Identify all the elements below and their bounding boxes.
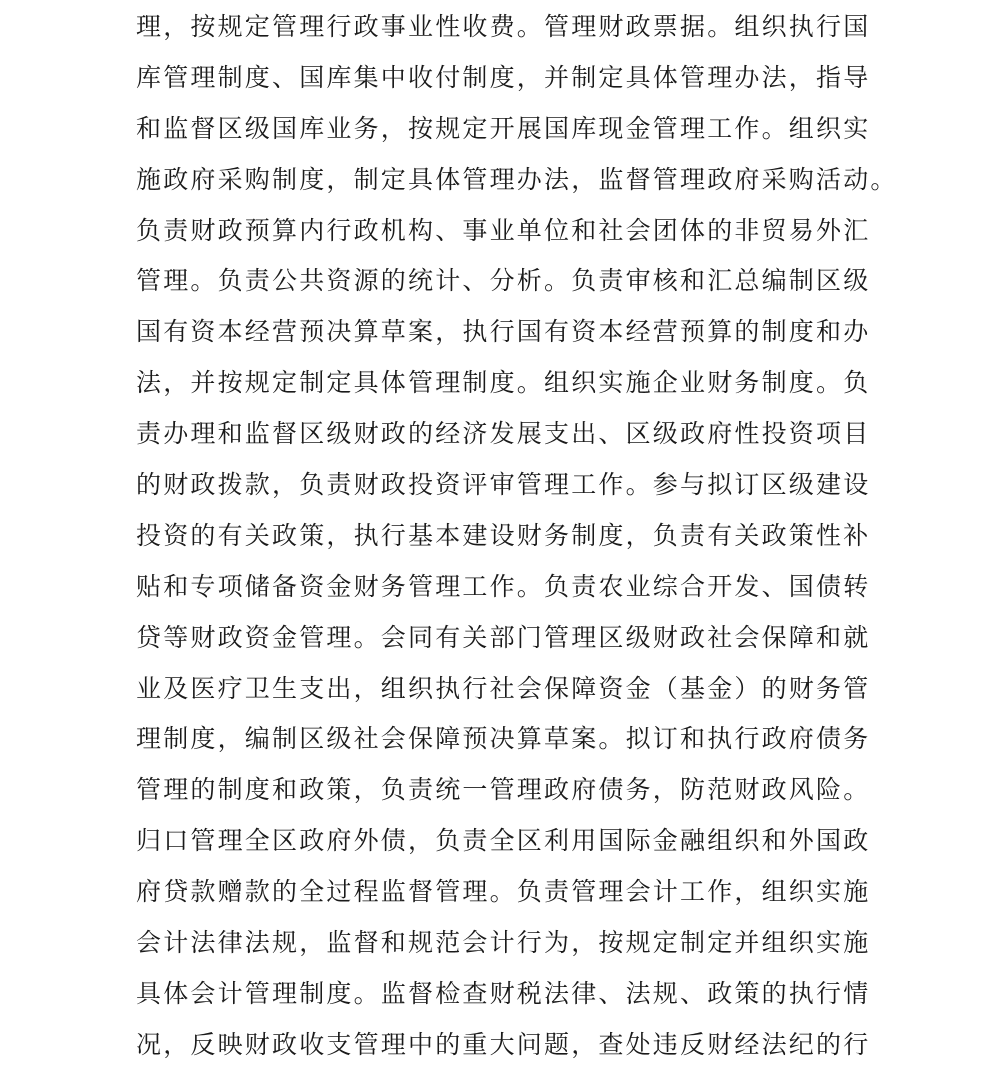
text-line: 国有资本经营预决算草案，执行国有资本经营预算的制度和办 bbox=[136, 317, 871, 347]
text-line: 和监督区级国库业务，按规定开展国库现金管理工作。组织实 bbox=[136, 113, 871, 143]
text-line: 归口管理全区政府外债，负责全区利用国际金融组织和外国政 bbox=[136, 826, 871, 856]
text-line: 法，并按规定制定具体管理制度。组织实施企业财务制度。负 bbox=[136, 368, 871, 398]
text-line: 业及医疗卫生支出，组织执行社会保障资金（基金）的财务管 bbox=[136, 673, 871, 703]
text-line: 会计法律法规，监督和规范会计行为，按规定制定并组织实施 bbox=[136, 928, 871, 958]
text-line: 投资的有关政策，执行基本建设财务制度，负责有关政策性补 bbox=[136, 520, 871, 550]
text-line: 管理的制度和政策，负责统一管理政府债务，防范财政风险。 bbox=[136, 775, 871, 805]
body-paragraph bbox=[136, 2, 896, 1071]
text-line: 施政府采购制度，制定具体管理办法，监督管理政府采购活动。 bbox=[136, 164, 898, 194]
text-line: 库管理制度、国库集中收付制度，并制定具体管理办法，指导 bbox=[136, 62, 871, 92]
text-line: 的财政拨款，负责财政投资评审管理工作。参与拟订区级建设 bbox=[136, 470, 871, 500]
text-line: 负责财政预算内行政机构、事业单位和社会团体的非贸易外汇 bbox=[136, 215, 871, 245]
text-line: 责办理和监督区级财政的经济发展支出、区级政府性投资项目 bbox=[136, 419, 871, 449]
text-line: 理，按规定管理行政事业性收费。管理财政票据。组织执行国 bbox=[136, 12, 871, 41]
text-line: 理制度，编制区级社会保障预决算草案。拟订和执行政府债务 bbox=[136, 724, 871, 754]
text-line: 具体会计管理制度。监督检查财税法律、法规、政策的执行情 bbox=[136, 978, 871, 1008]
text-line: 贷等财政资金管理。会同有关部门管理区级财政社会保障和就 bbox=[136, 622, 871, 652]
text-line: 府贷款赠款的全过程监督管理。负责管理会计工作，组织实施 bbox=[136, 877, 871, 907]
text-line: 管理。负责公共资源的统计、分析。负责审核和汇总编制区级 bbox=[136, 266, 871, 296]
text-line: 况，反映财政收支管理中的重大问题，查处违反财经法纪的行 bbox=[136, 1029, 871, 1059]
text-line: 贴和专项储备资金财务管理工作。负责农业综合开发、国债转 bbox=[136, 571, 871, 601]
